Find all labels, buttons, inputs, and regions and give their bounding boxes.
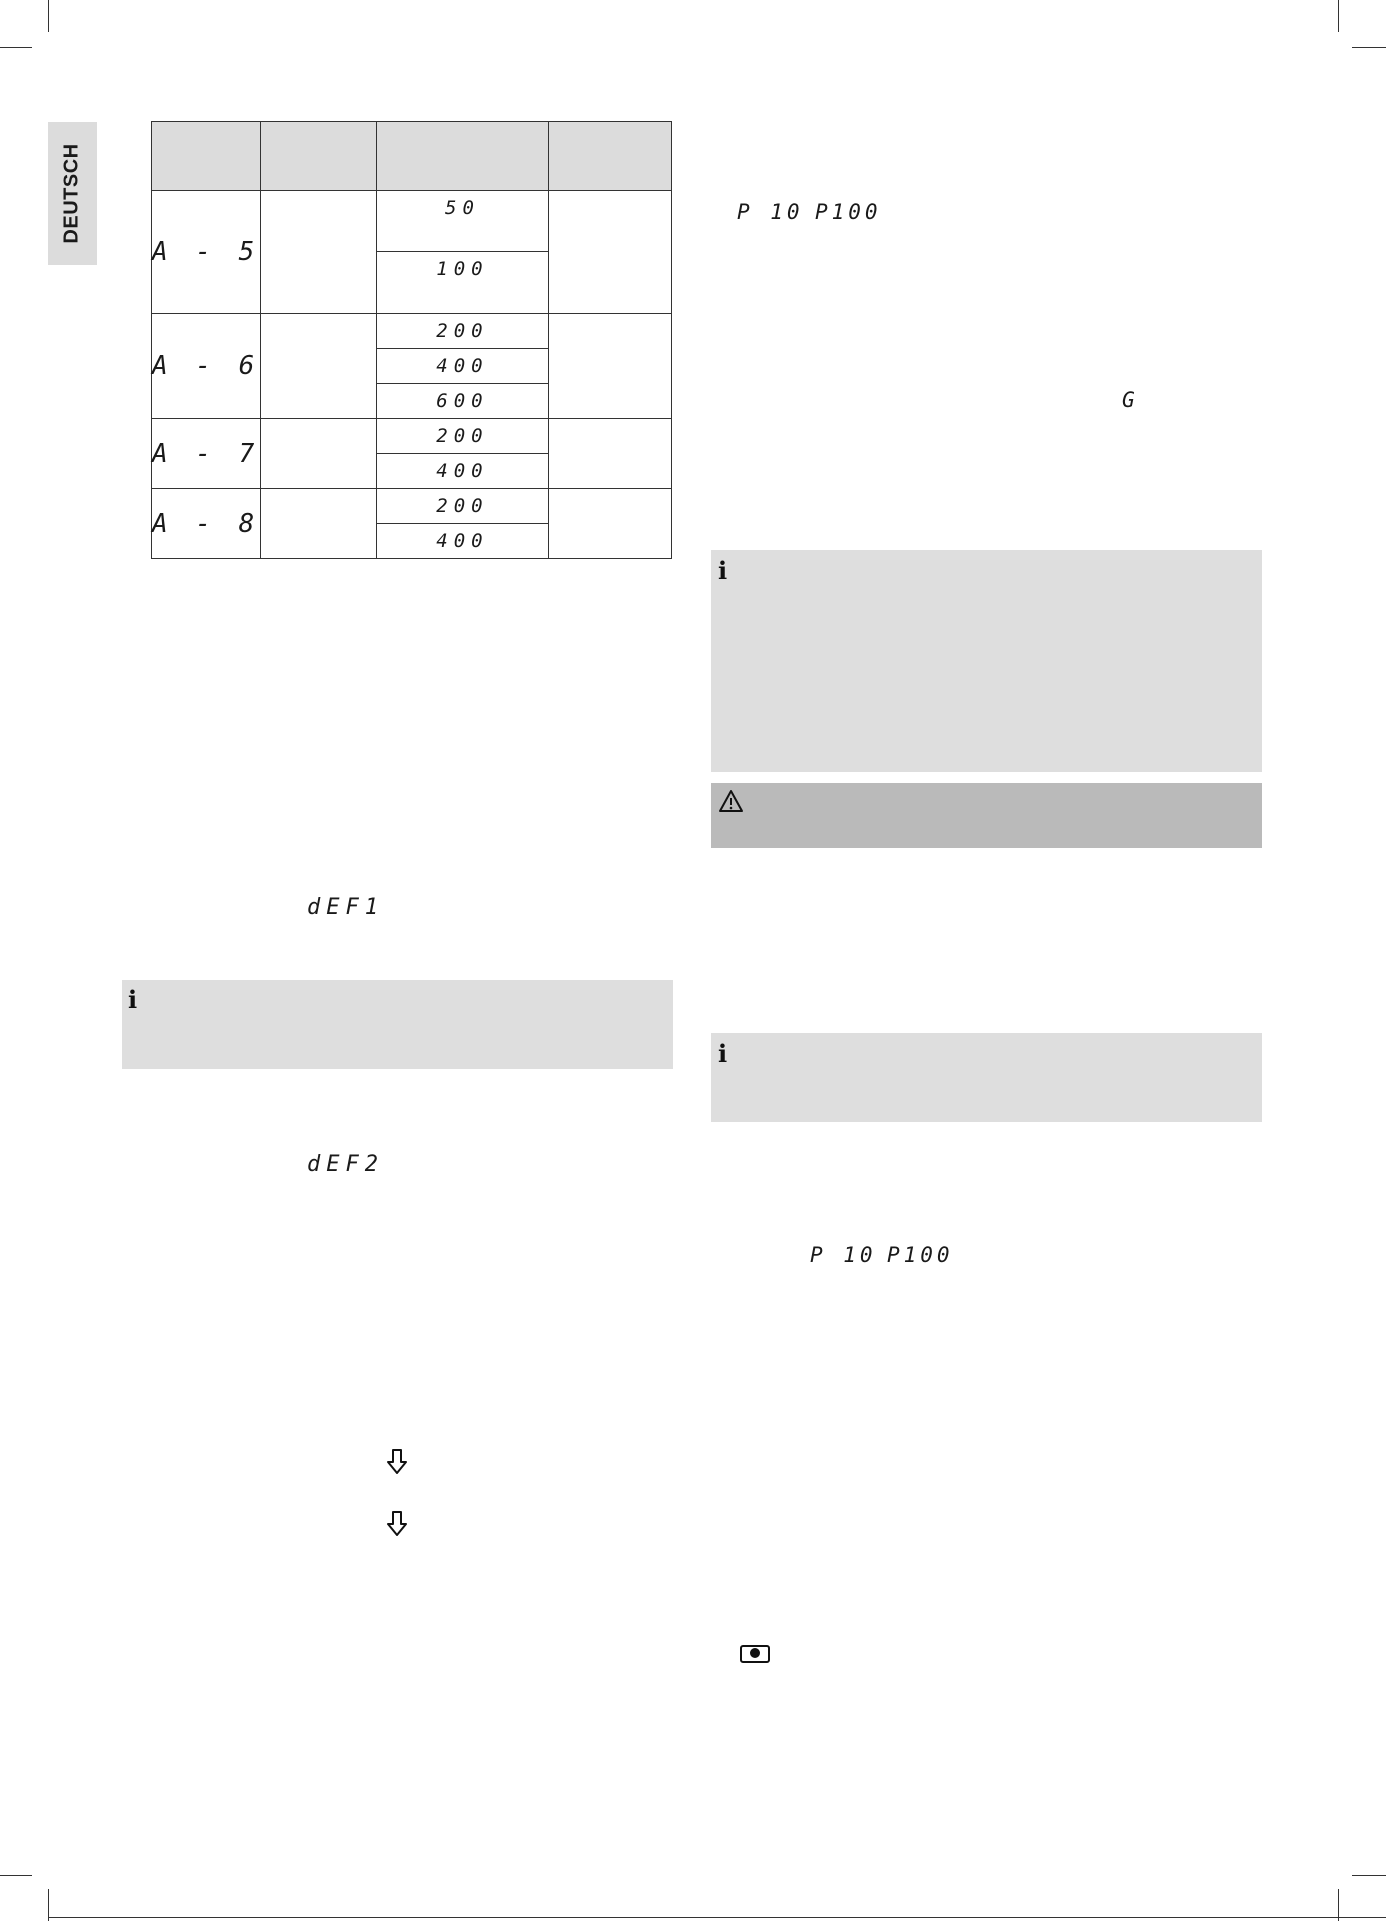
- power-level-to: P100: [887, 1243, 954, 1267]
- crop-mark: [48, 0, 49, 32]
- language-tab: [48, 122, 97, 265]
- table-header: [152, 122, 261, 191]
- table-row: [152, 419, 672, 454]
- weight-value: 400: [376, 524, 549, 559]
- weight-value: 200: [376, 419, 549, 454]
- grill-code: G: [1122, 388, 1141, 412]
- warning-triangle-icon: [718, 789, 744, 813]
- crop-mark: [1352, 1875, 1386, 1876]
- weight-value: 400: [376, 454, 549, 489]
- clock-button-icon: [740, 1645, 770, 1663]
- table-header: [549, 122, 672, 191]
- crop-mark: [0, 47, 32, 48]
- weight-value: 400: [376, 349, 549, 384]
- table-header: [376, 122, 549, 191]
- arrow-down-outline-icon: [386, 1449, 408, 1475]
- table-header-row: [152, 122, 672, 191]
- info-box: [711, 550, 1262, 772]
- info-box: [122, 980, 673, 1069]
- warning-box: [711, 783, 1262, 848]
- program-code: A - 6: [152, 314, 261, 419]
- language-label: DEUTSCH: [61, 143, 84, 244]
- program-code: A - 7: [152, 419, 261, 489]
- info-icon: i: [128, 985, 138, 1014]
- table-cell: [549, 489, 672, 559]
- arrow-down-outline-icon: [386, 1511, 408, 1537]
- weight-value: 50: [376, 191, 549, 252]
- power-level-from: P 10: [737, 200, 804, 224]
- table-cell: [261, 314, 376, 419]
- program-code: A - 8: [152, 489, 261, 559]
- power-level-to: P100: [815, 200, 882, 224]
- weight-value: 100: [376, 252, 549, 314]
- weight-value: 200: [376, 489, 549, 524]
- info-box: [711, 1033, 1262, 1122]
- display-def1: dEF1: [307, 895, 384, 920]
- program-code: A - 5: [152, 191, 261, 314]
- crop-mark: [0, 1875, 32, 1876]
- info-icon: i: [718, 556, 728, 585]
- power-level-from: P 10: [810, 1243, 877, 1267]
- table-cell: [549, 419, 672, 489]
- program-table: [151, 121, 672, 559]
- info-icon: i: [718, 1039, 728, 1068]
- crop-mark: [1352, 47, 1386, 48]
- weight-value: 200: [376, 314, 549, 349]
- table-row: [152, 191, 672, 252]
- display-def2: dEF2: [307, 1152, 384, 1177]
- table-row: [152, 489, 672, 524]
- table-cell: [549, 314, 672, 419]
- trim-line: [48, 1917, 1386, 1918]
- table-cell: [549, 191, 672, 314]
- table-cell: [261, 419, 376, 489]
- table-header: [261, 122, 376, 191]
- table-cell: [261, 191, 376, 314]
- crop-mark: [1338, 0, 1339, 32]
- table-row: [152, 314, 672, 349]
- weight-value: 600: [376, 384, 549, 419]
- table-cell: [261, 489, 376, 559]
